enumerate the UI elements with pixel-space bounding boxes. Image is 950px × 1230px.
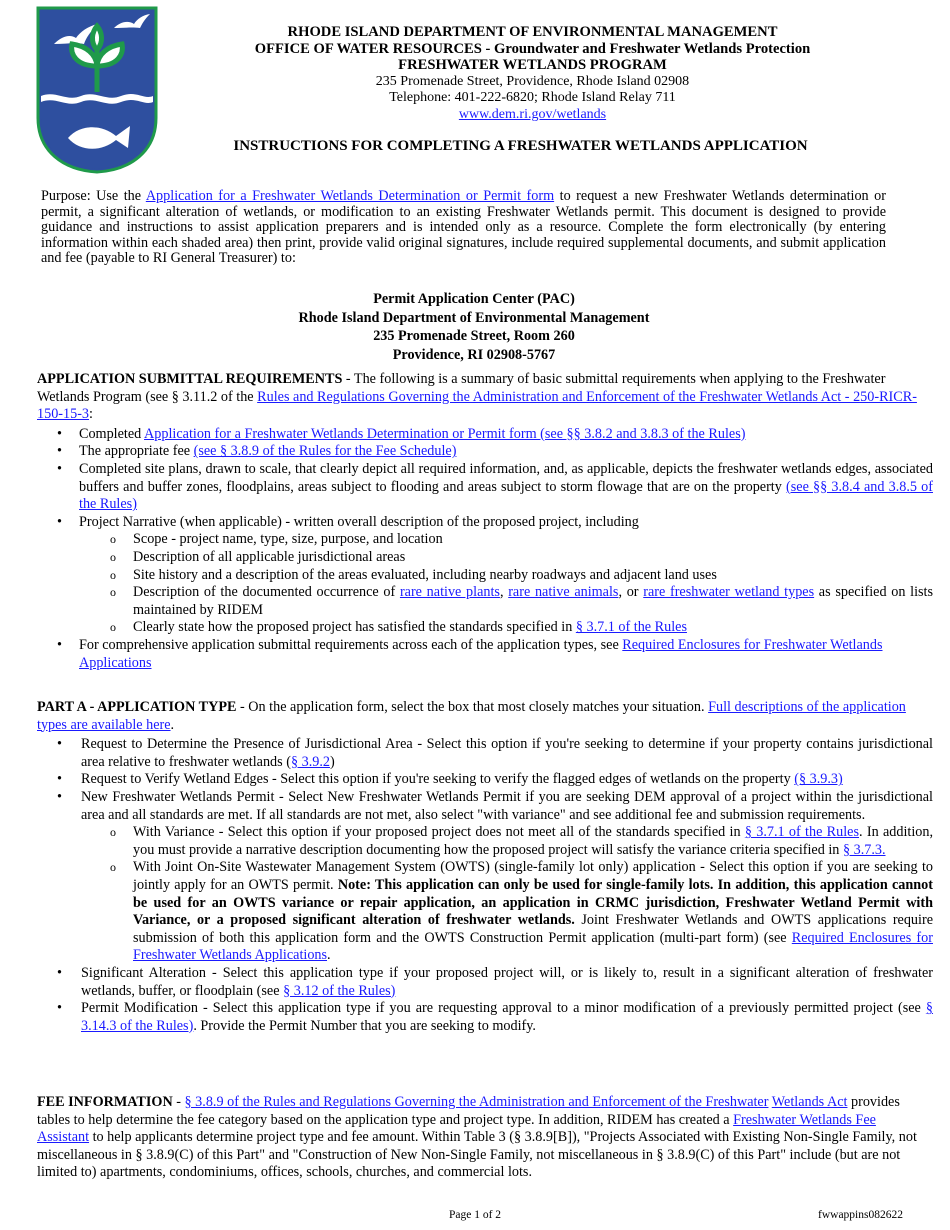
purpose-text: to request a new Freshwater Wetlands determination or permit, a significant alteration of wetlands, or modification to an existing Freshwater Wetlands permit. This document is designed to provide guidance and instructions to assist application preparers and is intended only as a resource. Complete the form electronically (by entering information within each shaded area) then print, provide valid original signatures, include required supplemental documents, and submit application and fee (payable to RI General Treasurer) to: <box>41 188 886 266</box>
list-item: • The appropriate fee (see § 3.8.9 of the Rules for the Fee Schedule) <box>37 443 933 461</box>
list-item: • For comprehensive application submittal requirements across each of the application types, see Required Enclosures for Freshwater Wetlands Applications <box>37 637 933 672</box>
submittal-heading: APPLICATION SUBMITTAL REQUIREMENTS <box>37 371 343 387</box>
site-plans-rules-link[interactable]: (see §§ 3.8.4 and 3.8.5 of the Rules) <box>79 478 933 513</box>
pac-line-2: Rhode Island Department of Environmental Management <box>298 309 650 326</box>
list-item: • Completed site plans, drawn to scale, that clearly depict all required information, and, as applicable, depicts the freshwater wetlands edges, associated buffers and buffer zones, floodplains, areas subject to flooding and areas subject to storm flowage that are on the property (see §§ 3.8.4 and 3.8.5 of the Rules) <box>37 461 933 514</box>
pac-line-3: 235 Promenade Street, Room 260 <box>373 328 575 345</box>
list-item: • New Freshwater Wetlands Permit - Select New Freshwater Wetlands Permit if you are seeking DEM approval of a project within the jurisdictional area and all standards are met. If all standards are not met, also select "with variance" and see additional fee and submission requirements. o With Variance - Select this option if your proposed project does not meet all of the standards specified in § 3.7.1 of the Rules. In addition, you must provide a narrative description documenting how the proposed project will satisfy the variance criteria specified in § 3.7.3. o With Joint On-Site Wastewater Management System (OWTS) (single-family lot only) application - Select this option if you are seeking to jointly apply for an OWTS permit. Note: This application can only be used for single-family lots. In addition, this application cannot be used for an OWTS variance or repair application, an application in CRMC jurisdiction, Freshwater Wetland Permit with Variance, or a proposed significant alteration of freshwater wetlands. Joint Freshwater Wetlands and OWTS applications require submission of both this application form and the OWTS Construction Permit application (multi-part form) (see Required Enclosures for Freshwater Wetlands Applications. <box>37 789 933 965</box>
section-3-9-3-link[interactable]: (§ 3.9.3) <box>794 771 843 788</box>
section-3-7-1-link[interactable]: § 3.7.1 of the Rules <box>744 824 859 841</box>
sub-list-item: o Description of all applicable jurisdictional areas <box>79 549 933 567</box>
section-3-7-3-link[interactable]: § 3.7.3. <box>842 841 886 858</box>
list-item: • Request to Verify Wetland Edges - Select this option if you're seeking to verify the flagged edges of wetlands on the property (§ 3.9.3) <box>37 771 933 789</box>
pac-line-1: Permit Application Center (PAC) <box>373 291 575 307</box>
part-a-intro: PART A - APPLICATION TYPE - On the application form, select the box that most closely matches your situation. Full descriptions of the application types are available here. <box>37 699 906 733</box>
header-phone: Telephone: 401-222-6820; Rhode Island Relay 711 <box>389 90 676 105</box>
sub-list-item: o Scope - project name, type, size, purpose, and location <box>79 531 933 549</box>
purpose-paragraph <box>41 189 886 267</box>
part-a-section <box>37 699 933 1035</box>
header-line-3: FRESHWATER WETLANDS PROGRAM <box>398 57 667 73</box>
sub-list-item: o Description of the documented occurrence of rare native plants, rare native animals, or rare freshwater wetland types as specified on lists maintained by RIDEM <box>79 584 933 619</box>
section-3-9-2-link[interactable]: § 3.9.2 <box>290 753 330 770</box>
application-types-link[interactable]: Full descriptions of the application types are available here <box>37 699 906 733</box>
fee-schedule-link[interactable]: (see § 3.8.9 of the Rules for the Fee Schedule) <box>193 443 457 460</box>
rare-animals-link[interactable]: rare native animals <box>508 584 619 601</box>
required-enclosures-link-2[interactable]: Required Enclosures for Freshwater Wetlands Applications <box>133 929 933 964</box>
header-address: 235 Promenade Street, Providence, Rhode Island 02908 <box>375 73 690 89</box>
list-item: • Permit Modification - Select this application type if you are requesting approval to a minor modification of a previously permitted project (see § 3.14.3 of the Rules). Provide the Permit Number that you are seeking to modify. <box>37 1000 933 1035</box>
header-line-1: RHODE ISLAND DEPARTMENT OF ENVIRONMENTAL MANAGEMENT <box>287 24 778 40</box>
standards-rules-link[interactable]: § 3.7.1 of the Rules <box>575 619 687 636</box>
fee-rules-link[interactable]: § 3.8.9 of the Rules and Regulations Governing the Administration and Enforcement of the Freshwater <box>184 1094 769 1110</box>
ri-dem-logo <box>36 6 158 174</box>
pac-address <box>41 290 907 364</box>
fee-assistant-link[interactable]: Freshwater Wetlands Fee Assistant <box>37 1111 876 1146</box>
submittal-requirements-section <box>37 371 933 672</box>
part-a-heading: PART A - APPLICATION TYPE <box>37 699 237 715</box>
form-code: fwwappins082622 <box>818 1209 903 1221</box>
application-form-rules-link[interactable]: Application for a Freshwater Wetlands Determination or Permit form (see §§ 3.8.2 and 3.8.3 of the Rules) <box>144 425 746 442</box>
list-item: • Project Narrative (when applicable) - written overall description of the proposed project, including o Scope - project name, type, size, purpose, and location o Description of all applicable jurisdictional areas o Site history and a description of the areas evaluated, including nearby roadways and adjacent land uses o Description of the documented occurrence of rare native plants, rare native animals, or rare freshwater wetland types as specified on lists maintained by RIDEM o Clearly state how the proposed project has satisfied the standards specified in § 3.7.1 of the Rules <box>37 514 933 637</box>
sub-list-item: o With Joint On-Site Wastewater Management System (OWTS) (single-family lot only) application - Select this option if you are seeking to jointly apply for an OWTS permit. Note: This application can only be used for single-family lots. In addition, this application cannot be used for an OWTS variance or repair application, an application in CRMC jurisdiction, Freshwater Wetland Permit with Variance, or a proposed significant alteration of freshwater wetlands. Joint Freshwater Wetlands and OWTS applications require submission of both this application form and the OWTS Construction Permit application (multi-part form) (see Required Enclosures for Freshwater Wetlands Applications. <box>37 859 933 965</box>
purpose-lead: Purpose: Use the <box>41 188 146 204</box>
submittal-intro: APPLICATION SUBMITTAL REQUIREMENTS - The following is a summary of basic submittal requirements when applying to the Freshwater Wetlands Program (see § 3.11.2 of the Rules and Regulations Governing the Administration and Enforcement of the Freshwater Wetlands Act - 250-RICR-150-15-3: <box>37 371 917 423</box>
section-3-12-link[interactable]: § 3.12 of the Rules) <box>283 982 396 999</box>
agency-header <box>165 24 900 123</box>
sub-list-item: o With Variance - Select this option if your proposed project does not meet all of the standards specified in § 3.7.1 of the Rules. In addition, you must provide a narrative description documenting how the proposed project will satisfy the variance criteria specified in § 3.7.3. <box>37 824 933 859</box>
sub-list-item: o Clearly state how the proposed project has satisfied the standards specified in § 3.7.1 of the Rules <box>79 619 933 637</box>
list-item: • Significant Alteration - Select this application type if your proposed project will, or is likely to, result in a significant alteration of freshwater wetlands, buffer, or floodplain (see § 3.12 of the Rules) <box>37 965 933 1000</box>
fee-information-section: FEE INFORMATION - § 3.8.9 of the Rules and Regulations Governing the Administration and Enforcement of the Freshwater Wetlands Act provides tables to help determine the fee category based on the application type and project type. In addition, RIDEM has created a Freshwater Wetlands Fee Assistant to help applicants determine project type and fee amount. Within Table 3 (§ 3.8.9[B]), "Projects Associated with Existing Non-Single Family, not miscellaneous in § 3.8.9(C) of this Part" and "Construction of New Non-Single Family, not miscellaneous in § 3.8.9(C) of this Part" include (but are not limited to) apartments, condominiums, offices, schools, churches, and commercial lots. <box>37 1094 917 1181</box>
fee-heading: FEE INFORMATION <box>37 1094 173 1110</box>
website-link[interactable]: www.dem.ri.gov/wetlands <box>458 106 607 122</box>
rules-link[interactable]: Rules and Regulations Governing the Administration and Enforcement of the Freshwater Wetlands Act - 250-RICR-150-15-3 <box>37 388 917 423</box>
list-item: • Completed Application for a Freshwater Wetlands Determination or Permit form (see §§ 3.8.2 and 3.8.3 of the Rules) <box>37 426 933 444</box>
rare-wetland-types-link[interactable]: rare freshwater wetland types <box>643 584 815 601</box>
rare-plants-link[interactable]: rare native plants <box>399 584 500 601</box>
document-title: INSTRUCTIONS FOR COMPLETING A FRESHWATER WETLANDS APPLICATION <box>233 138 808 154</box>
header-line-2: OFFICE OF WATER RESOURCES - Groundwater and Freshwater Wetlands Protection <box>254 40 811 57</box>
required-enclosures-link[interactable]: Required Enclosures for Freshwater Wetlands Applications <box>79 636 883 671</box>
wetlands-act-link[interactable]: Wetlands Act <box>771 1094 848 1110</box>
pac-line-4: Providence, RI 02908-5767 <box>392 346 556 363</box>
list-item: • Request to Determine the Presence of Jurisdictional Area - Select this option if you're seeking to determine if your property contains jurisdictional area relative to freshwater wetlands (§ 3.9.2) <box>37 736 933 771</box>
section-3-14-3-link[interactable]: § 3.14.3 of the Rules) <box>81 1000 933 1034</box>
page-number: Page 1 of 2 <box>448 1209 502 1221</box>
sub-list-item: o Site history and a description of the areas evaluated, including nearby roadways and adjacent land uses <box>79 567 933 585</box>
application-form-link[interactable]: Application for a Freshwater Wetlands Determination or Permit form <box>145 188 555 204</box>
